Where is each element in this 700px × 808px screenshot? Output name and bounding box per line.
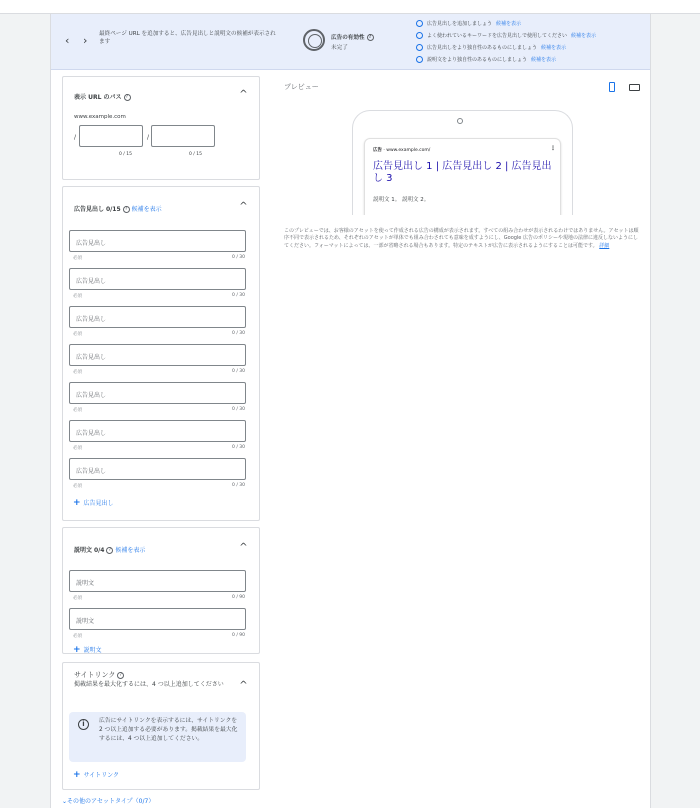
show-suggestions-link[interactable]: 候補を表示 [531,56,557,63]
description-input[interactable]: 説明文 [69,570,246,592]
more-vert-icon[interactable]: ⋮ [550,145,556,152]
tip-item: 説明文をより独自性のあるものにしましょう 候補を表示 [416,53,648,65]
path2-counter: 0 / 15 [189,152,202,157]
display-path-card [62,76,260,180]
prev-arrow-icon[interactable]: ‹ [65,34,70,47]
learn-more-link[interactable]: 詳細 [599,242,610,249]
suggestion-banner [51,14,650,70]
show-suggestions-link[interactable]: 候補を表示 [541,44,567,51]
required-label: 必須 [73,408,82,413]
descriptions-suggestions-link[interactable]: 候補を表示 [115,547,146,554]
help-icon[interactable]: ? [123,206,130,213]
headlines-suggestions-link[interactable]: 候補を表示 [131,206,162,213]
sitelinks-title: サイトリンク ? 掲載結果を最大化するには、4 つ以上追加してください [74,671,224,688]
show-suggestions-link[interactable]: 候補を表示 [571,32,597,39]
path-slash: / [74,134,77,141]
headline-input[interactable]: 広告見出し [69,230,246,252]
radio-icon[interactable] [416,56,423,63]
ad-editor [50,14,651,808]
phone-preview-frame [352,110,573,215]
ad-strength-title: 広告の有効性 ? [331,33,374,41]
banner-message: 最終ページ URL を追加すると、広告見出しと説明文の候補が表示されます [99,31,276,45]
headline-input[interactable]: 広告見出し [69,382,246,404]
headlines-title: 広告見出し 0/15 ? 候補を表示 [74,206,162,213]
required-label: 必須 [73,484,82,489]
descriptions-title: 説明文 0/4 ? 候補を表示 [74,547,146,554]
description-input[interactable]: 説明文 [69,608,246,630]
preview-disclaimer: このプレビューでは、お客様のアセットを使って作成される広告の構成が表示されます。すべての組み合わせが表示されるわけではありません。アセットは順序不同で表示されるため、それぞれのアセットが単体でも組み合わされても意味を成すようにし、Google 広告のポリシーや現地の法律に違反しないようにしてください。フォーマットによっては、一部が省略される場合もあります。特定のテキストが広告に表示されるようにすることは可能です。 詳細 [284,228,639,249]
chevron-down-icon: ⌄ [62,798,68,805]
sitelinks-info-note [69,712,246,762]
display-path-title: 表示 URL のパス ? [74,92,131,101]
sitelinks-note-text: 広告にサイトリンクを表示するには、サイトリンクを 2 つ以上追加する必要があります。掲載結果を最大化するには、4 つ以上追加してください。 [99,718,238,742]
ad-headline: 広告見出し 1 | 広告見出し 2 | 広告見出し 3 [373,161,552,184]
headline-input[interactable]: 広告見出し [69,420,246,442]
add-headline-link[interactable]: + 広告見出し [73,498,114,508]
char-counter: 0 / 90 [232,595,245,600]
headline-input[interactable]: 広告見出し [69,268,246,290]
radio-icon[interactable] [416,32,423,39]
other-asset-types-toggle[interactable]: ⌄その他のアセットタイプ（0/7） [62,798,155,805]
chevron-up-icon[interactable]: ^ [239,89,248,100]
preview-label: プレビュー [284,83,319,91]
headline-input[interactable]: 広告見出し [69,458,246,480]
headline-input[interactable]: 広告見出し [69,344,246,366]
tip-item: 広告見出しを追加しましょう 候補を表示 [416,17,648,29]
radio-icon[interactable] [416,44,423,51]
camera-icon [457,118,463,124]
required-label: 必須 [73,256,82,261]
required-label: 必須 [73,332,82,337]
info-icon: i [78,719,89,730]
required-label: 必須 [73,446,82,451]
path1-input[interactable] [79,125,143,147]
char-counter: 0 / 30 [232,255,245,260]
char-counter: 0 / 30 [232,483,245,488]
help-icon[interactable]: ? [367,34,374,41]
chevron-up-icon[interactable]: ^ [239,542,248,553]
desktop-device-icon[interactable] [629,84,640,91]
char-counter: 0 / 90 [232,633,245,638]
sitelinks-subtitle: 掲載結果を最大化するには、4 つ以上追加してください [74,681,224,688]
top-strip [0,0,700,14]
ad-description: 説明文 1。 説明文 2。 [373,197,430,203]
display-domain: www.example.com [74,114,126,120]
show-suggestions-link[interactable]: 候補を表示 [496,20,522,27]
char-counter: 0 / 30 [232,407,245,412]
tip-item: よく使われているキーワードを広告見出しで使用してください 候補を表示 [416,29,648,41]
help-icon[interactable]: ? [106,547,113,554]
ad-meta: 広告 · www.example.com/ [373,148,431,153]
next-arrow-icon[interactable]: › [83,34,88,47]
path2-input[interactable] [151,125,215,147]
ad-strength-status: 未完了 [331,45,348,51]
tips-list [416,17,648,65]
required-label: 必須 [73,370,82,375]
required-label: 必須 [73,634,82,639]
tip-item: 広告見出しをより独自性のあるものにしましょう 候補を表示 [416,41,648,53]
mobile-device-icon[interactable] [609,82,615,92]
required-label: 必須 [73,596,82,601]
char-counter: 0 / 30 [232,331,245,336]
required-label: 必須 [73,294,82,299]
chevron-up-icon[interactable]: ^ [239,201,248,212]
add-sitelink-link[interactable]: + サイトリンク [73,770,120,780]
radio-icon[interactable] [416,20,423,27]
chevron-up-icon[interactable]: ^ [239,680,248,691]
char-counter: 0 / 30 [232,369,245,374]
ad-preview-card [364,138,561,215]
add-description-link[interactable]: + 説明文 [73,645,102,655]
ad-strength-ring-icon [303,29,325,51]
path-slash: / [147,134,150,141]
help-icon[interactable]: ? [124,94,131,101]
char-counter: 0 / 30 [232,445,245,450]
char-counter: 0 / 30 [232,293,245,298]
path1-counter: 0 / 15 [119,152,132,157]
headline-input[interactable]: 広告見出し [69,306,246,328]
help-icon[interactable]: ? [117,672,124,679]
